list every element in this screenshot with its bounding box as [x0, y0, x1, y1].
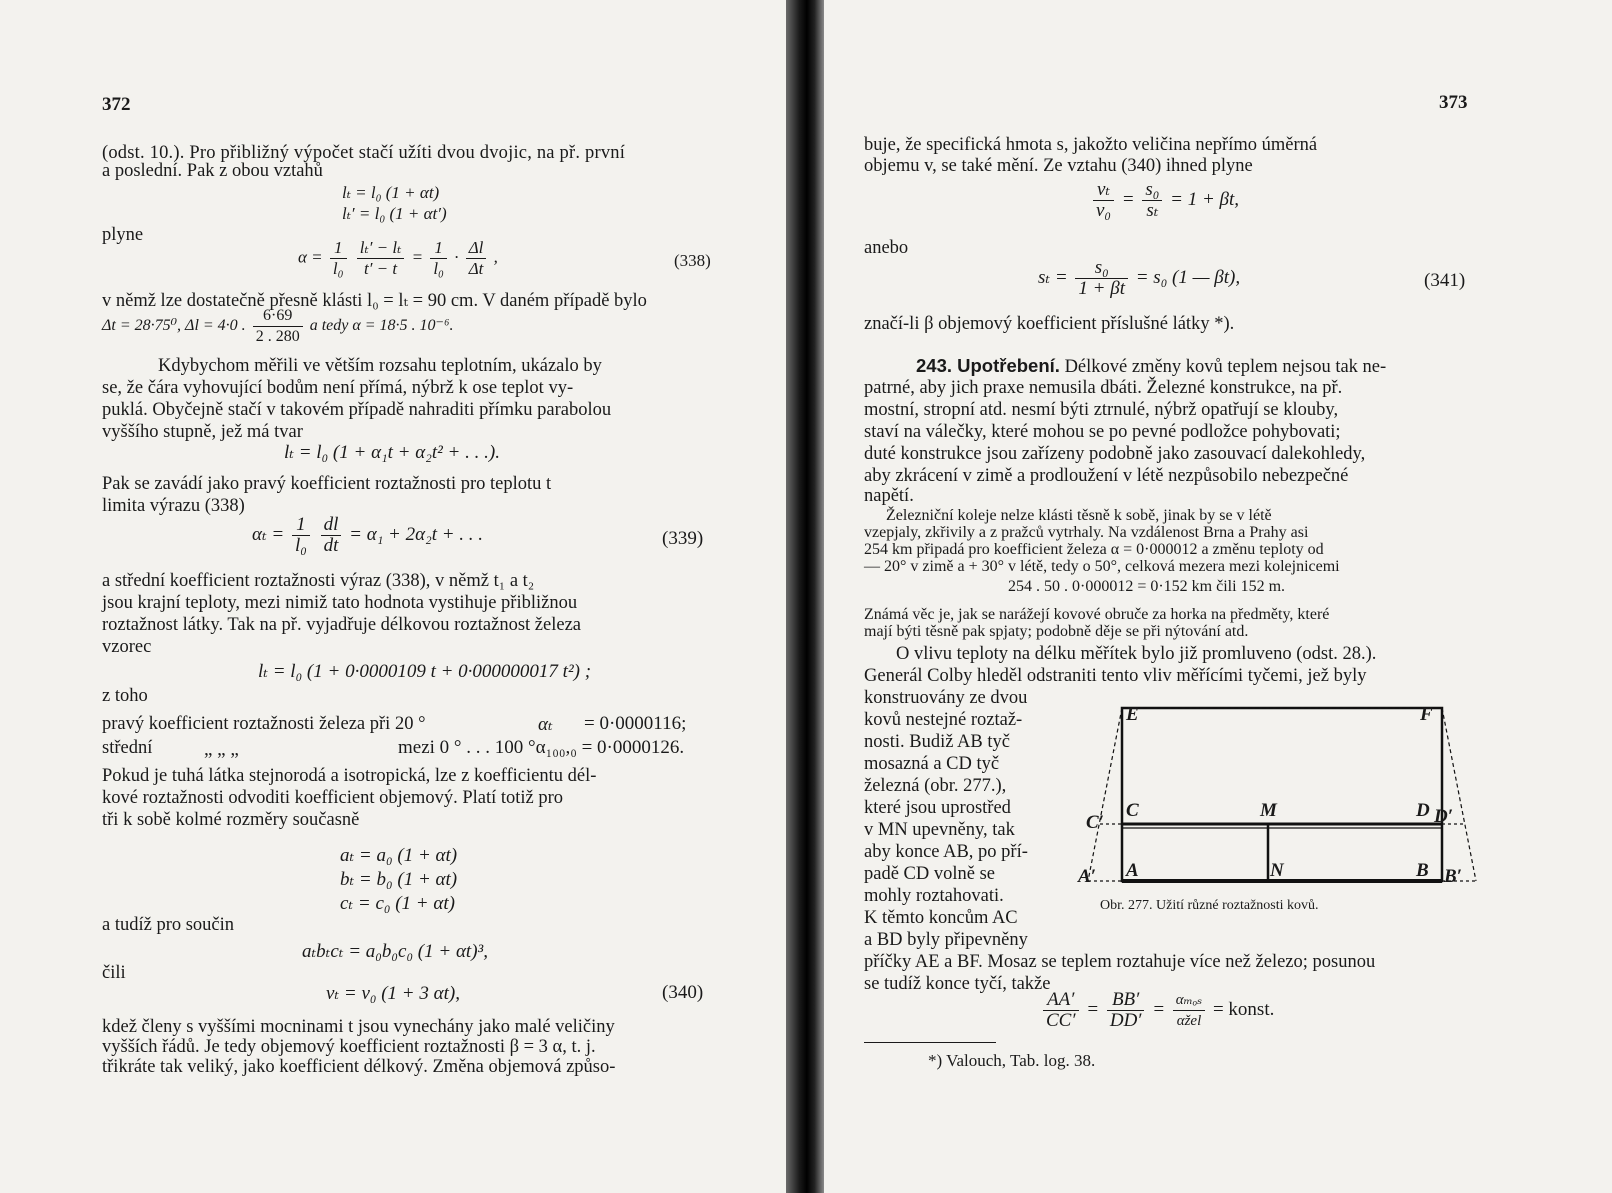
fraction	[1107, 990, 1145, 1031]
text-line: limita výrazu (338)	[102, 496, 245, 516]
left-page	[0, 0, 786, 1193]
equation: bₜ = b₀ (1 + αt)	[340, 869, 458, 890]
numerator: 6·69	[253, 306, 303, 327]
equation-339	[252, 515, 483, 556]
footnote: *) Valouch, Tab. log. 38.	[928, 1051, 1096, 1070]
ditto-marks: „ „ „	[204, 739, 239, 760]
label-d-prime: D′	[1434, 806, 1454, 827]
text-line: třikráte tak veliký, jako koefficient délkový. Změna objemová způso-	[102, 1057, 616, 1077]
text-line: kdež členy s vyššími mocninami t jsou vynechány jako malé veličiny	[102, 1017, 615, 1037]
text-line: Pokud je tuhá látka stejnorodá a isotropická, lze z koefficientu dél-	[102, 766, 597, 786]
eq-part: =	[1152, 998, 1166, 1020]
text-line: napětí.	[864, 486, 914, 506]
equation: cₜ = c₀ (1 + αt)	[340, 893, 455, 914]
label-m: M	[1260, 800, 1277, 821]
text-line: plyne	[102, 225, 144, 245]
figure-caption: Obr. 277. Užití různé roztažnosti kovů.	[1100, 898, 1319, 913]
fraction	[1043, 990, 1079, 1031]
fraction	[430, 238, 447, 279]
denominator: v₀	[1096, 200, 1112, 221]
equation-number: (338)	[674, 251, 711, 270]
text-line: anebo	[864, 238, 909, 258]
eq-part: =	[411, 247, 424, 267]
numerator: s₀	[1142, 180, 1162, 201]
equation-values	[102, 306, 454, 347]
text-line: puklá. Obyčejně stačí v takovém případě nahraditi přímku parabolou	[102, 400, 612, 420]
denominator: dt	[323, 535, 339, 556]
eq-part: ,	[493, 247, 498, 267]
text-line: značí-li β objemový koefficient příslušné látky *).	[864, 314, 1235, 334]
text-line: kové roztažnosti odvoditi koefficient objemový. Platí totiž pro	[102, 788, 564, 808]
denominator: CC′	[1046, 1010, 1076, 1031]
eq-part: = s₀ (1 — βt),	[1135, 266, 1241, 288]
text-line: patrné, aby jich praxe nemusila dbáti. Železné konstrukce, na př.	[864, 378, 1343, 398]
denominator: sₜ	[1146, 200, 1159, 221]
equation: vₜ = v₀ (1 + 3 αt),	[326, 983, 460, 1004]
fraction	[321, 515, 342, 556]
equation: lₜ′ = l₀ (1 + αt′)	[342, 204, 447, 223]
text-line: nosti. Budiž AB tyč	[864, 732, 1010, 752]
section-title: 243. Upotřebení.	[916, 355, 1060, 376]
text-line: Generál Colby hleděl odstraniti tento vliv měřícími tyčemi, jež byly	[864, 666, 1367, 686]
text-line: příčky AE a BF. Mosaz se teplem roztahuje více než železo; posunou	[864, 952, 1376, 972]
text-line: a tudíž pro součin	[102, 915, 235, 935]
fraction	[466, 238, 487, 279]
numerator: αₘₒₛ	[1173, 990, 1205, 1011]
text-line: K těmto koncům AC	[864, 908, 1018, 928]
equation: mezi 0 ° . . . 100 °α₁₀₀,₀ = 0·0000126.	[398, 737, 685, 758]
text-line: které jsou uprostřed	[864, 798, 1011, 818]
denominator: l₀	[433, 259, 444, 278]
numerator: 1	[330, 238, 347, 259]
text-line: a poslední. Pak z obou vztahů	[102, 161, 323, 181]
denominator: Δt	[468, 259, 484, 278]
text-run: Délkové změny kovů teplem nejsou tak ne-	[1059, 357, 1387, 377]
fraction	[1142, 180, 1162, 221]
eq-part: = 1 + βt,	[1170, 188, 1240, 210]
fraction	[292, 515, 310, 556]
label-c-prime: C′	[1086, 812, 1105, 833]
fraction	[357, 238, 405, 279]
text-line: tři k sobě kolmé rozměry současně	[102, 810, 360, 830]
text-line: pravý koefficient roztažnosti železa při 20 °	[102, 714, 426, 734]
text-line: se tudíž konce tyčí, takže	[864, 974, 1051, 994]
dashed-line-left	[1088, 708, 1122, 881]
text-line: v němž lze dostatečně přesně klásti l₀ = lₜ = 90 cm. V daném případě bylo	[102, 291, 647, 311]
small-text-line: 254 . 50 . 0·000012 = 0·152 km čili 152 m.	[1008, 578, 1286, 595]
text-line: Kdybychom měřili ve větším rozsahu teplotním, ukázalo by	[158, 356, 602, 376]
numerator: Δl	[466, 238, 487, 259]
equation: aₜbₜcₜ = a₀b₀c₀ (1 + αt)³,	[302, 941, 488, 962]
text-line: se, že čára vyhovující bodům není přímá, nýbrž k ose teplot vy-	[102, 378, 574, 398]
equation	[1090, 180, 1239, 221]
eq-part: sₜ =	[1038, 266, 1068, 288]
small-text-line: — 20° v zimě a + 30° v létě, tedy o 50°, celková mezera mezi kolejnicemi	[864, 558, 1340, 575]
label-n: N	[1270, 860, 1284, 881]
label-c: C	[1126, 800, 1139, 821]
equation: αₜ	[538, 714, 553, 735]
frame-outline	[1122, 708, 1442, 881]
small-text-line: Železniční koleje nelze klásti těsně k sobě, jinak by se v létě	[886, 507, 1272, 524]
page-number: 373	[1439, 92, 1468, 113]
small-text-line: Známá věc je, jak se narážejí kovové obruče za horka na předměty, které	[864, 606, 1330, 623]
text-line: jsou krajní teploty, mezi nimiž tato hodnota vystihuje přibližnou	[102, 593, 578, 613]
denominator: l₀	[294, 535, 307, 556]
equation-number: (340)	[662, 982, 704, 1003]
text-line: mohly roztahovati.	[864, 886, 1004, 906]
section-heading	[916, 355, 1386, 378]
fraction	[253, 306, 303, 347]
text-line: mostní, stropní atd. nesmí býti ztrnulé, nýbrž opatřují se klouby,	[864, 400, 1339, 420]
text-line: z toho	[102, 686, 148, 706]
text-line: kovů nestejné roztaž-	[864, 710, 1023, 730]
label-f: F	[1420, 704, 1433, 725]
label-e: E	[1126, 704, 1139, 725]
text-line: a střední koefficient roztažnosti výraz (338), v němž t₁ a t₂	[102, 571, 535, 591]
eq-part: αₜ =	[252, 523, 285, 545]
numerator: BB′	[1107, 990, 1145, 1011]
text-line: vzorec	[102, 637, 152, 657]
eq-part: =	[1121, 188, 1135, 210]
label-d: D	[1416, 800, 1430, 821]
text-line: aby zkrácení v zimě a prodloužení v létě nezpůsobilo nebezpečné	[864, 466, 1349, 486]
text-line: železná (obr. 277.),	[864, 776, 1007, 796]
text-line: roztažnost látky. Tak na př. vyjadřuje délkovou roztažnost železa	[102, 615, 582, 635]
text-line: vyšších řádů. Je tedy objemový koefficient roztažnosti β = 3 α, t. j.	[102, 1037, 596, 1057]
eq-part: =	[1086, 998, 1100, 1020]
equation: aₜ = a₀ (1 + αt)	[340, 845, 458, 866]
denominator: DD′	[1109, 1010, 1142, 1031]
eq-part: ·	[454, 247, 459, 267]
page-number: 372	[102, 94, 131, 115]
eq-part: α =	[298, 247, 323, 267]
text-line: (odst. 10.). Pro přibližný výpočet stačí užíti dvou dvojic, na př. první	[102, 143, 626, 163]
denominator: αžel	[1176, 1013, 1202, 1029]
equation-number: (339)	[662, 528, 704, 549]
eq-part: Δt = 28·75⁰, Δl = 4·0 .	[102, 317, 246, 335]
equation-338	[298, 238, 498, 279]
text-line: staví na válečky, které mohou se po pevné podložce pohybovati;	[864, 422, 1341, 442]
equation: = 0·0000116;	[584, 713, 687, 734]
numerator: AA′	[1043, 990, 1079, 1011]
eq-part: = α₁ + 2α₂t + . . .	[349, 523, 484, 545]
eq-part: a tedy α = 18·5 . 10⁻⁶.	[309, 317, 454, 335]
numerator: 1	[430, 238, 447, 259]
label-b: B	[1416, 860, 1429, 881]
text-line: O vlivu teploty na délku měřítek bylo již promluveno (odst. 28.).	[896, 644, 1377, 664]
label-a-prime: A′	[1078, 866, 1097, 887]
fraction	[1093, 180, 1114, 221]
dashed-line-right	[1442, 708, 1476, 881]
text-line: duté konstrukce jsou zařízeny podobně jako zasouvací dalekohledy,	[864, 444, 1366, 464]
text-line: a BD byly připevněny	[864, 930, 1028, 950]
fraction	[1075, 258, 1128, 299]
text-line: v MN upevněny, tak	[864, 820, 1015, 840]
right-page	[824, 0, 1612, 1193]
numerator: 1	[292, 515, 310, 536]
numerator: lₜ′ − lₜ	[357, 238, 405, 259]
equation: lₜ = l₀ (1 + 0·0000109 t + 0·000000017 t²) ;	[258, 661, 592, 682]
text-line: mosazná a CD tyč	[864, 754, 1000, 774]
equation-konst	[1040, 990, 1274, 1031]
text-line: Pak se zavádí jako pravý koefficient roztažnosti pro teplotu t	[102, 474, 552, 494]
text-line: střední	[102, 738, 153, 758]
eq-part: = konst.	[1212, 998, 1275, 1020]
footnote-rule	[864, 1042, 996, 1043]
denominator: 1 + βt	[1078, 278, 1125, 299]
denominator: 2 . 280	[255, 328, 300, 345]
equation-number: (341)	[1424, 270, 1466, 291]
label-a: A	[1126, 860, 1139, 881]
equation: lₜ = l₀ (1 + αt)	[342, 183, 440, 202]
label-b-prime: B′	[1444, 866, 1463, 887]
book-gutter	[786, 0, 824, 1193]
text-line: objemu v, se také mění. Ze vztahu (340) ihned plyne	[864, 156, 1253, 176]
denominator: t′ − t	[363, 259, 398, 278]
small-text-line: vzepjaly, zkřivily a z pražců vytrhaly. Na vzdálenost Brna a Prahy asi	[864, 524, 1309, 541]
text-line: aby konce AB, po pří-	[864, 842, 1028, 862]
text-line: buje, že specifická hmota s, jakožto veličina nepřímo úměrná	[864, 135, 1318, 155]
text-line: vyššího stupně, jež má tvar	[102, 422, 303, 442]
text-line: čili	[102, 963, 126, 983]
text-line: padě CD volně se	[864, 864, 996, 884]
text-line: konstruovány ze dvou	[864, 688, 1028, 708]
fraction	[1173, 990, 1205, 1031]
numerator: vₜ	[1093, 180, 1114, 201]
numerator: dl	[321, 515, 342, 536]
fraction	[330, 238, 347, 279]
small-text-line: 254 km připadá pro koefficient železa α = 0·000012 a změnu teploty od	[864, 541, 1324, 558]
denominator: l₀	[332, 259, 344, 278]
equation: lₜ = l₀ (1 + α₁t + α₂t² + . . .).	[284, 442, 500, 463]
small-text-line: mají býti těsně pak spjaty; podobně děje se při nýtování atd.	[864, 623, 1249, 640]
numerator: s₀	[1075, 258, 1128, 279]
equation-341	[1038, 258, 1240, 299]
